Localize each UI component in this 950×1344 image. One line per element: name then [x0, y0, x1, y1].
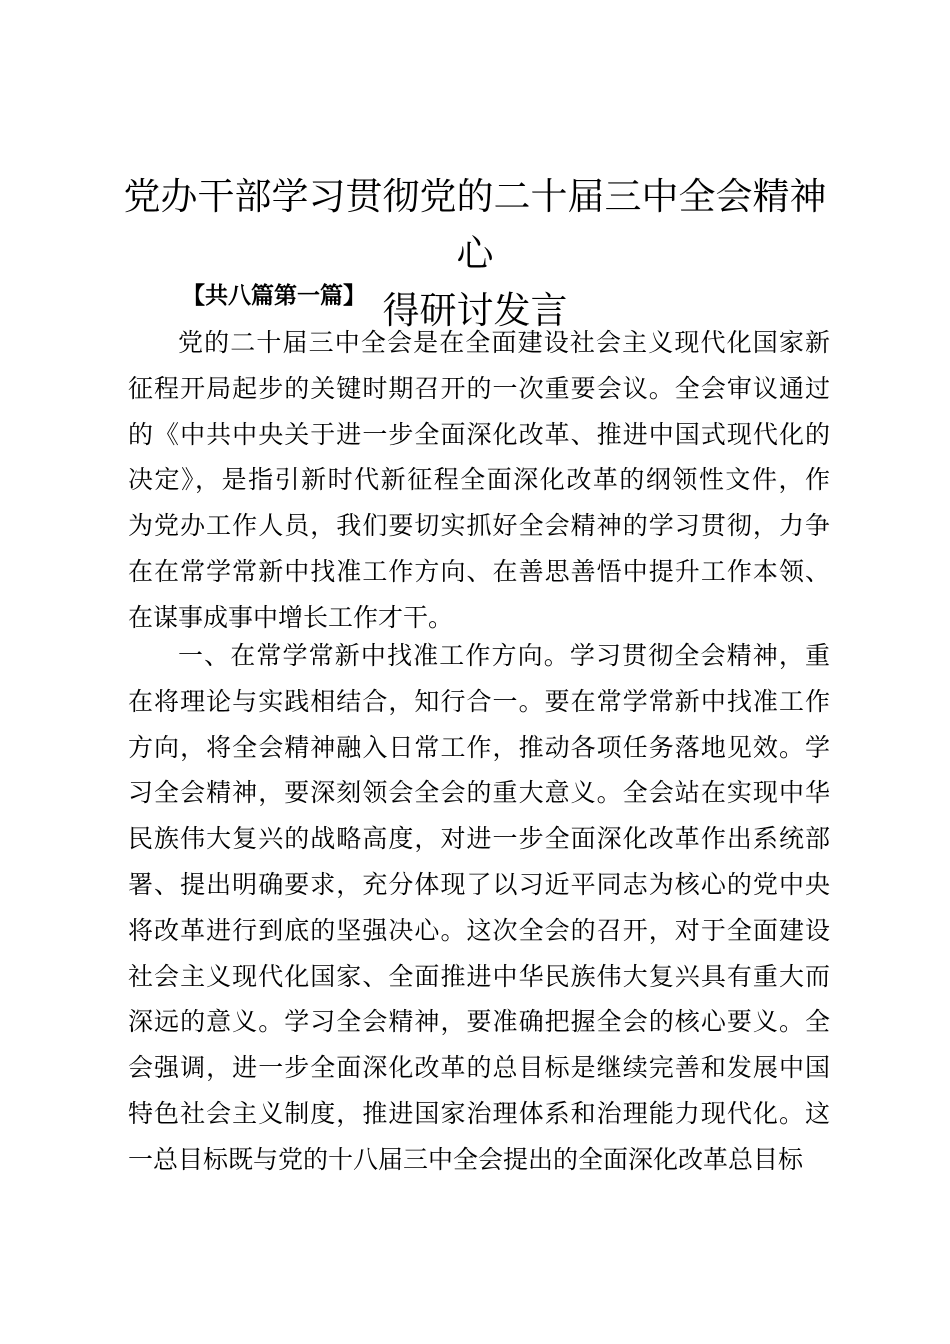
series-subheading: 【共八篇第一篇】 [182, 283, 366, 309]
paragraph-line: 在在常学常新中找准工作方向、在善思善悟中提升工作本领、 [128, 556, 830, 586]
paragraph-line: 特色社会主义制度，推进国家治理体系和治理能力现代化。这 [128, 1098, 830, 1128]
paragraph-line: 在谋事成事中增长工作才干。 [128, 602, 454, 632]
paragraph-line: 决定》，是指引新时代新征程全面深化改革的纲领性文件，作 [128, 465, 830, 495]
paragraph-line: 习全会精神，要深刻领会全会的重大意义。全会站在实现中华 [128, 778, 830, 808]
title-line: 党办干部学习贯彻党的二十届三中全会精神心 [123, 175, 827, 275]
paragraph-line: 党的二十届三中全会是在全面建设社会主义现代化国家新 [178, 328, 830, 357]
body-paragraph [128, 320, 830, 641]
paragraph-line: 社会主义现代化国家、全面推进中华民族伟大复兴具有重大而 [128, 961, 830, 991]
paragraph-line: 在将理论与实践相结合，知行合一。要在常学常新中找准工作 [128, 686, 830, 716]
paragraph-line: 署、提出明确要求，充分体现了以习近平同志为核心的党中央 [128, 869, 830, 899]
body-paragraph [128, 633, 830, 1183]
paragraph-line: 深远的意义。学习全会精神，要准确把握全会的核心要义。全 [128, 1007, 830, 1037]
paragraph-line: 为党办工作人员，我们要切实抓好全会精神的学习贯彻，力争 [128, 511, 830, 541]
paragraph-line: 一总目标既与党的十八届三中全会提出的全面深化改革总目标 [128, 1144, 804, 1174]
title-line: 得研讨发言 [382, 289, 568, 332]
paragraph-line: 一、在常学常新中找准工作方向。学习贯彻全会精神，重 [178, 641, 830, 670]
paragraph-line: 方向，将全会精神融入日常工作，推动各项任务落地见效。学 [128, 732, 830, 762]
paragraph-line: 会强调，进一步全面深化改革的总目标是继续完善和发展中国 [128, 1053, 830, 1083]
paragraph-line: 的《中共中央关于进一步全面深化改革、推进中国式现代化的 [128, 419, 830, 449]
paragraph-line: 民族伟大复兴的战略高度，对进一步全面深化改革作出系统部 [128, 824, 830, 854]
paragraph-line: 征程开局起步的关键时期召开的一次重要会议。全会审议通过 [128, 373, 830, 403]
paragraph-line: 将改革进行到底的坚强决心。这次全会的召开，对于全面建设 [128, 915, 830, 945]
